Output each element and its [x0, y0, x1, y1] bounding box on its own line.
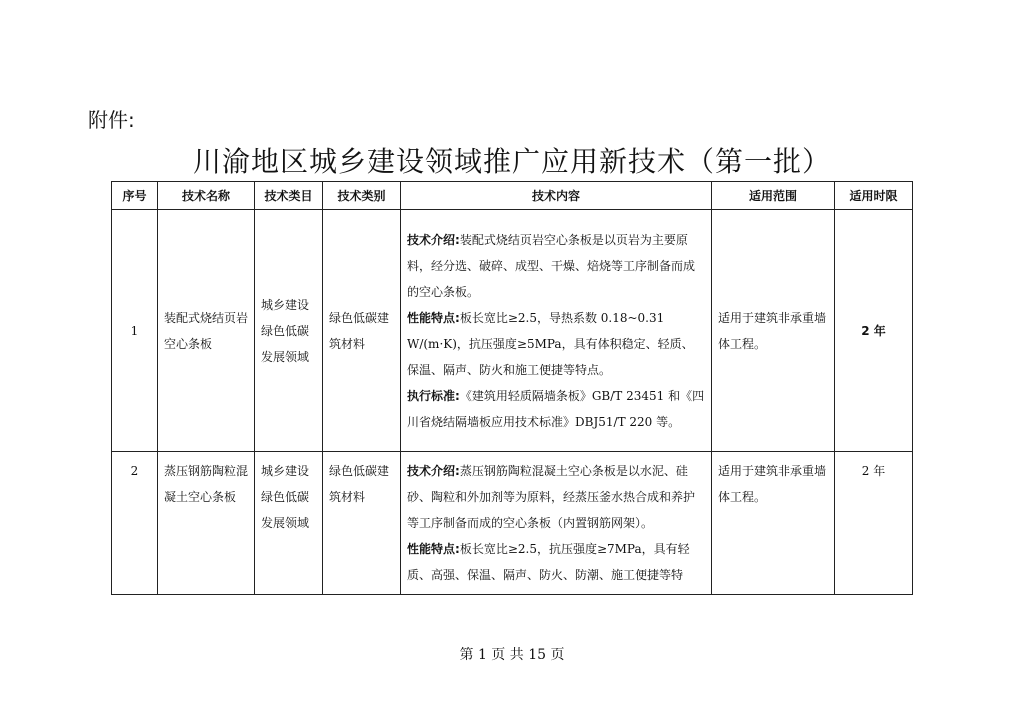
perf-text: 板长宽比≥2.5，抗压强度≥7MPa，具有轻质、高强、保温、隔声、防火、防潮、施工便捷等特: [407, 542, 690, 582]
header-no: 序号: [112, 182, 158, 210]
header-category: 技术类目: [255, 182, 323, 210]
intro-label: 技术介绍:: [407, 232, 460, 247]
header-content: 技术内容: [401, 182, 712, 210]
header-type: 技术类别: [323, 182, 401, 210]
row-category: 城乡建设绿色低碳发展领域: [255, 452, 323, 595]
perf-label: 性能特点:: [407, 542, 460, 556]
perf-label: 性能特点:: [407, 310, 460, 325]
row-scope: 适用于建筑非承重墙体工程。: [712, 210, 835, 452]
row-period: 2 年: [835, 452, 913, 595]
row-name: 蒸压钢筋陶粒混凝土空心条板: [158, 452, 255, 595]
table-row: [112, 210, 913, 452]
table-row: [112, 452, 913, 595]
intro-text: 装配式烧结页岩空心条板是以页岩为主要原料，经分选、破碎、成型、干燥、焙烧等工序制备而成的空心条板。: [407, 232, 696, 299]
page-footer: 第 1 页 共 15 页: [459, 647, 565, 663]
row-content: [401, 452, 712, 595]
table-header-row: [112, 182, 913, 210]
row-no: 1: [112, 210, 158, 452]
intro-text: 蒸压钢筋陶粒混凝土空心条板是以水泥、硅砂、陶粒和外加剂等为原料，经蒸压釜水热合成和养护等工序制备而成的空心条板（内置钢筋网架）。: [407, 464, 696, 530]
perf-text: 板长宽比≥2.5，导热系数 0.18~0.31 W/(m·K)，抗压强度≥5MPa，具有体积稳定、轻质、保温、隔声、防火和施工便捷等特点。: [407, 310, 694, 377]
attachment-label: 附件:: [88, 108, 135, 132]
header-scope: 适用范围: [712, 182, 835, 210]
row-scope: 适用于建筑非承重墙体工程。: [712, 452, 835, 595]
row-category: 城乡建设绿色低碳发展领域: [255, 210, 323, 452]
row-content: [401, 210, 712, 452]
intro-label: 技术介绍:: [407, 464, 460, 478]
std-text: 《建筑用轻质隔墙条板》GB/T 23451 和《四川省烧结隔墙板应用技术标准》DBJ51/T 220 等。: [407, 388, 705, 429]
header-name: 技术名称: [158, 182, 255, 210]
row-type: 绿色低碳建筑材料: [323, 210, 401, 452]
row-no: 2: [112, 452, 158, 595]
row-name: 装配式烧结页岩空心条板: [158, 210, 255, 452]
row-period: 2 年: [835, 210, 913, 452]
row-type: 绿色低碳建筑材料: [323, 452, 401, 595]
std-label: 执行标准:: [407, 388, 460, 403]
page-title: 川渝地区城乡建设领域推广应用新技术（第一批）: [192, 145, 831, 178]
header-period: 适用时限: [835, 182, 913, 210]
technology-table: [111, 181, 913, 595]
